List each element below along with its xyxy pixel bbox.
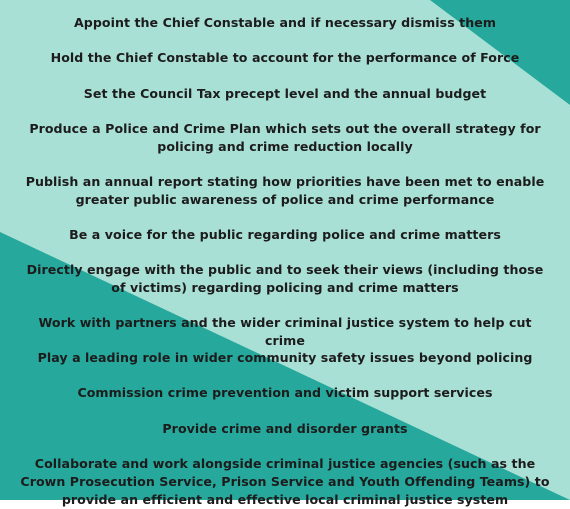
duty-item: Collaborate and work alongside criminal justice agencies (such as the Crown Prosecution Service, Prison Service and Youth Offending Teams) to provide an efficient and effective local criminal justice system <box>20 456 550 507</box>
duty-item: Work with partners and the wider criminal justice system to help cut crime <box>38 315 532 348</box>
duty-item: Set the Council Tax precept level and the annual budget <box>83 86 487 101</box>
duty-item: Appoint the Chief Constable and if necessary dismiss them <box>73 15 497 30</box>
duty-item: Be a voice for the public regarding police and crime matters <box>69 227 501 242</box>
duty-item: Produce a Police and Crime Plan which sets out the overall strategy for policing and crime reduction locally <box>29 121 541 154</box>
duty-item: Provide crime and disorder grants <box>162 421 408 436</box>
duty-item: Play a leading role in wider community safety issues beyond policing <box>37 350 533 365</box>
duty-item: Publish an annual report stating how priorities have been met to enable greater public awareness of police and crime performance <box>25 174 545 207</box>
duty-item: Hold the Chief Constable to account for the performance of Force <box>50 50 520 65</box>
duty-item: Directly engage with the public and to seek their views (including those of victims) regarding policing and crime matters <box>26 262 544 295</box>
duty-item: Commission crime prevention and victim support services <box>77 385 493 400</box>
